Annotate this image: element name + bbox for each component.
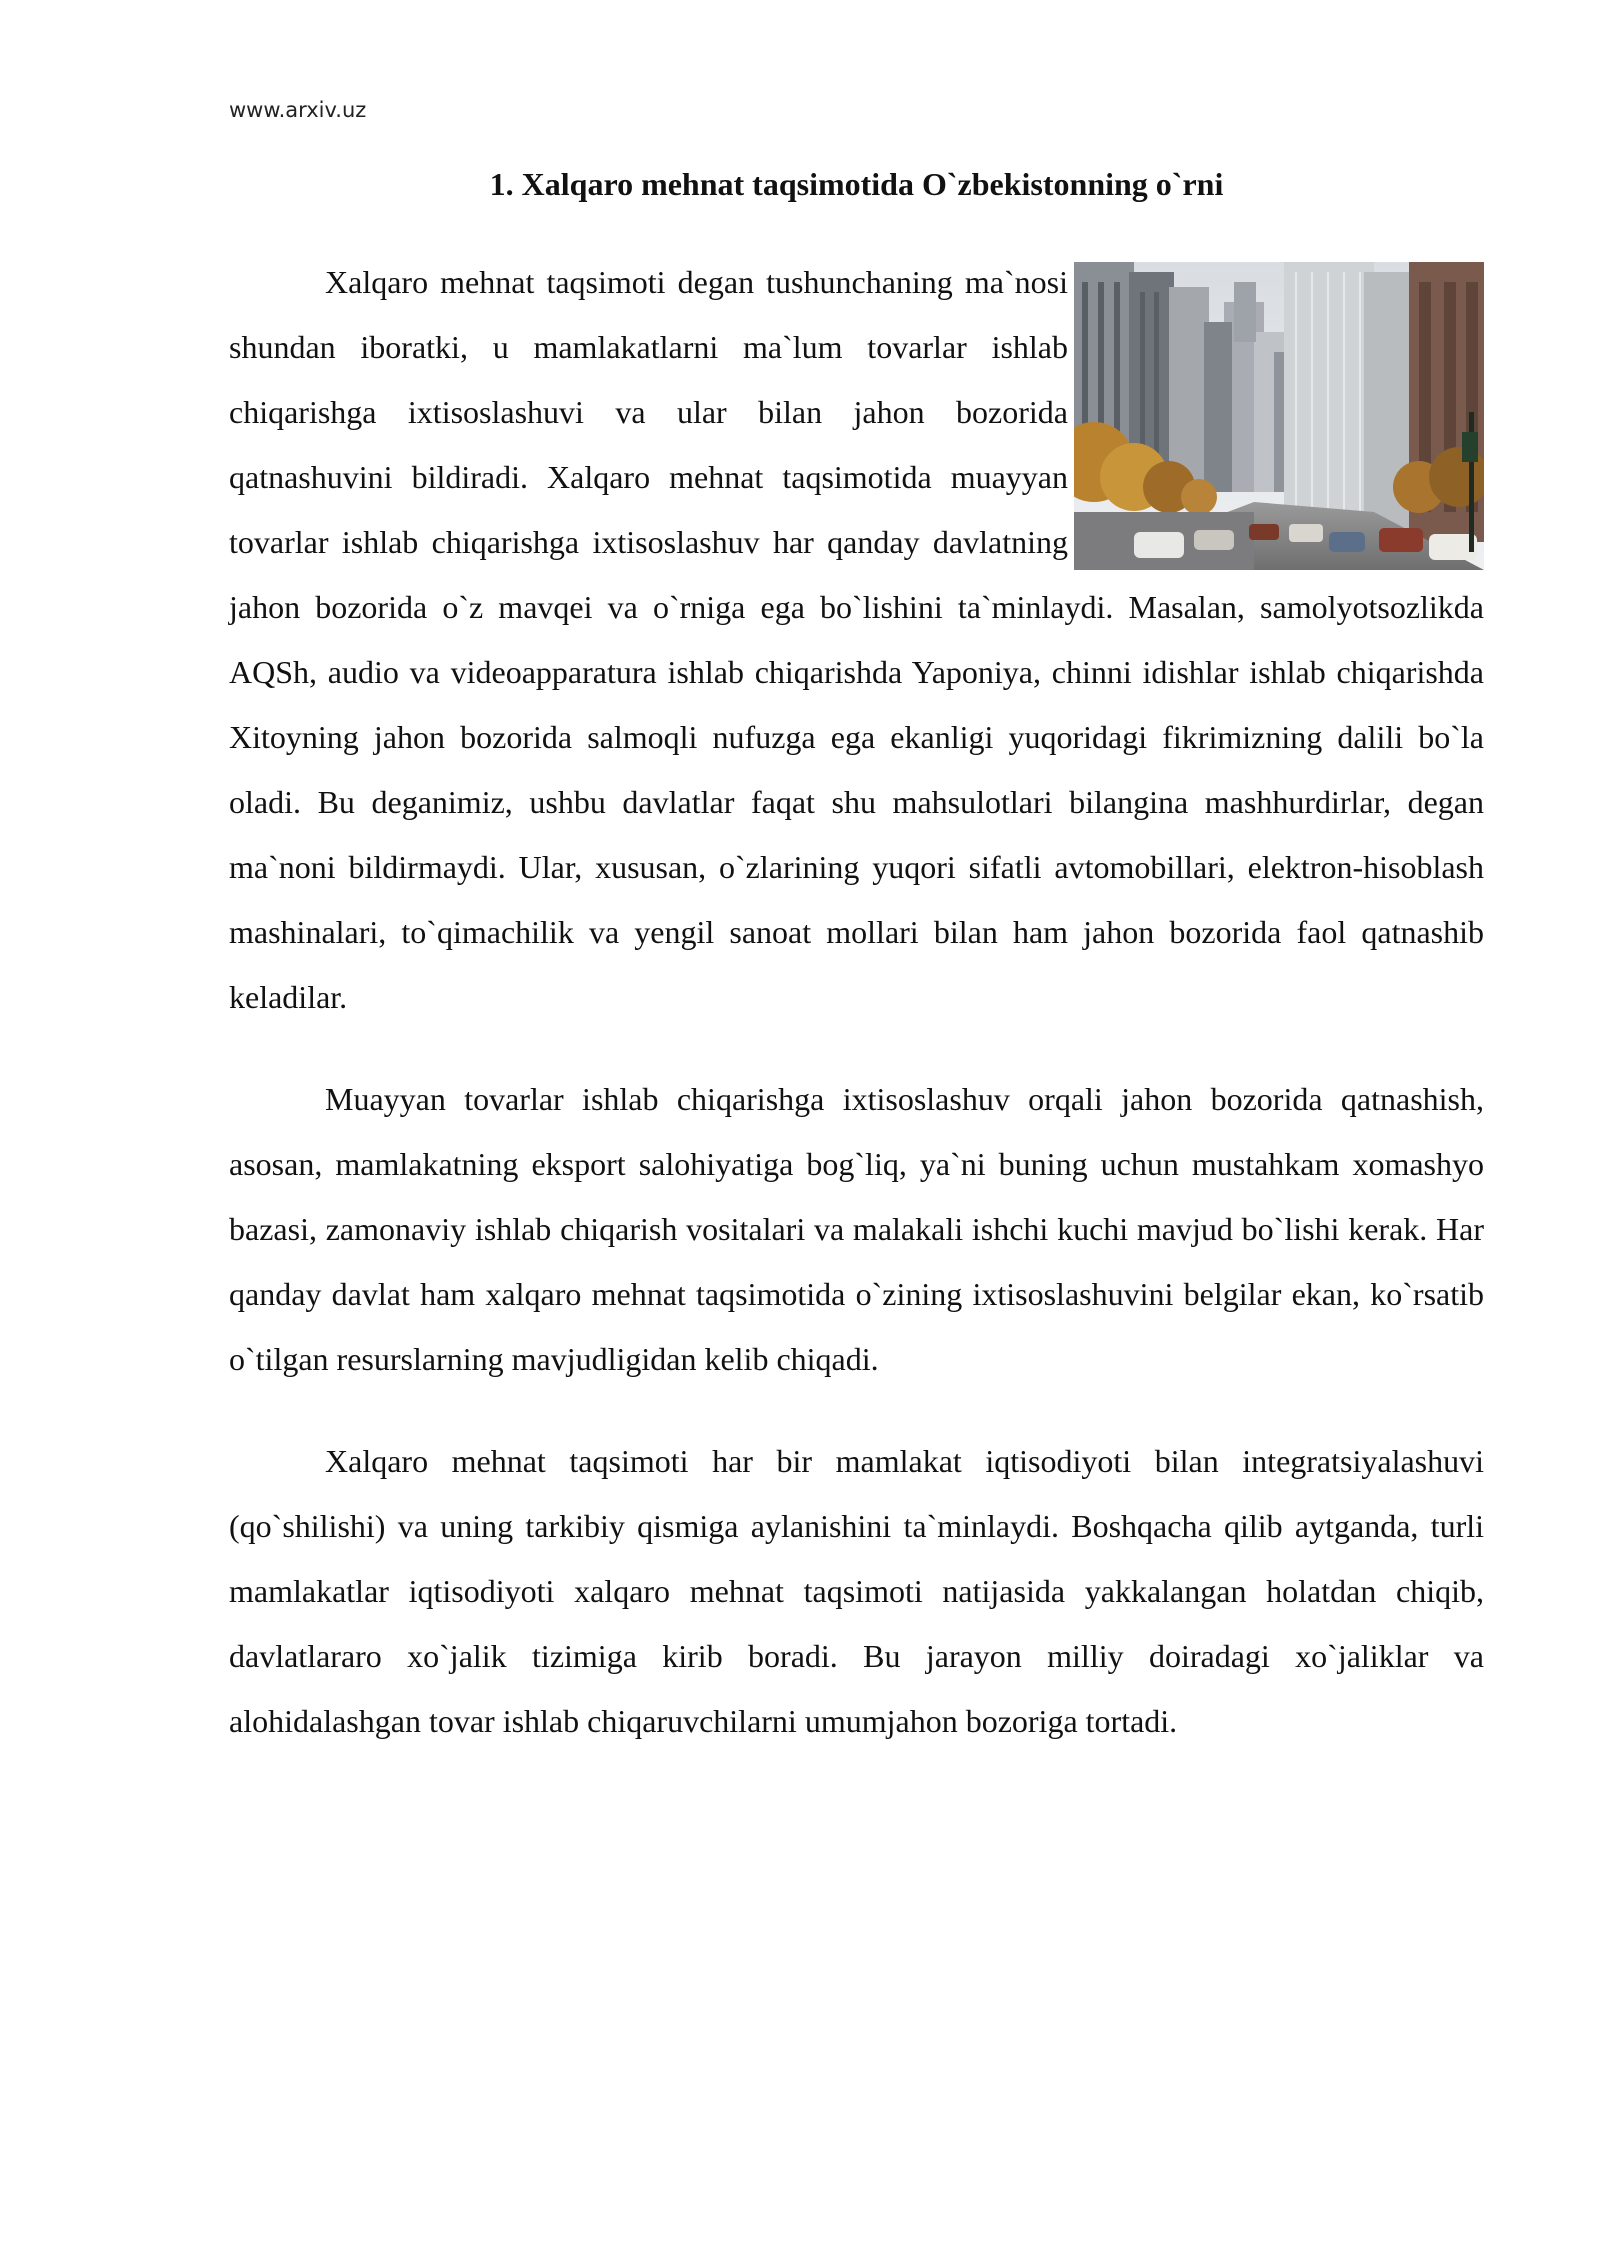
paragraph-3: Xalqaro mehnat taqsimoti har bir mamlakat iqtisodiyoti bilan integratsiyalashuvi (qo`shilishi) va uning tarkibiy qismiga aylanishini ta`minlaydi. Boshqacha qilib aytganda, turli mamlakatlar iqtisodiyoti xalqaro mehnat taqsimoti natijasida yakkalangan holatdan chiqib, davlatlararo xo`jalik tizimiga kirib boradi. Bu jarayon milliy doiradagi xo`jaliklar va alohidalashgan tovar ishlab chiqaruvchilarni umumjahon bozoriga tortadi. xyxy=(229,1443,1484,1739)
paragraph-1 xyxy=(229,250,1484,1030)
city-street-photo xyxy=(1074,262,1484,570)
paragraph-2: Muayyan tovarlar ishlab chiqarishga ixtisoslashuv orqali jahon bozorida qatnashish, asosan, mamlakatning eksport salohiyatiga bog`liq, ya`ni buning uchun mustahkam xomashyo bazasi, zamonaviy ishlab chiqarish vositalari va malakali ishchi kuchi mavjud bo`lishi kerak. Har qanday davlat ham xalqaro mehnat taqsimotida o`zining ixtisoslashuvini belgilar ekan, ko`rsatib o`tilgan resurslarning mavjudligidan kelib chiqadi. xyxy=(229,1081,1484,1377)
site-url: www.arxiv.uz xyxy=(229,98,367,122)
page-title: 1. Xalqaro mehnat taqsimotida O`zbekistonning o`rni xyxy=(489,166,1224,202)
document-body xyxy=(229,250,1484,1754)
paragraph-1-text: Xalqaro mehnat taqsimoti degan tushunchaning ma`nosi shundan iboratki, u mamlakatlarni ma`lum tovarlar ishlab chiqarishga ixtisoslashuvi va ular bilan jahon bozorida qatnashuvini bildiradi. Xalqaro mehnat taqsimotida muayyan tovarlar ishlab chiqarishga ixtisoslashuv har qanday davlatning jahon bozorida o`z mavqei va o`rniga ega bo`lishini ta`minlaydi. Masalan, samolyotsozlikda AQSh, audio va videoapparatura ishlab chiqarishda Yaponiya, chinni idishlar ishlab chiqarishda Xitoyning jahon bozorida salmoqli nufuzga ega ekanligi yuqoridagi fikrimizning dalili bo`la oladi. Bu deganimiz, ushbu davlatlar faqat shu mahsulotlari bilangina mashhurdirlar, degan ma`noni bildirmaydi. Ular, xususan, o`zlarining yuqori sifatli avtomobillari, elektron-hisoblash mashinalari, to`qimachilik va yengil sanoat mollari bilan ham jahon bozorida faol qatnashib keladilar. xyxy=(229,264,1484,1015)
